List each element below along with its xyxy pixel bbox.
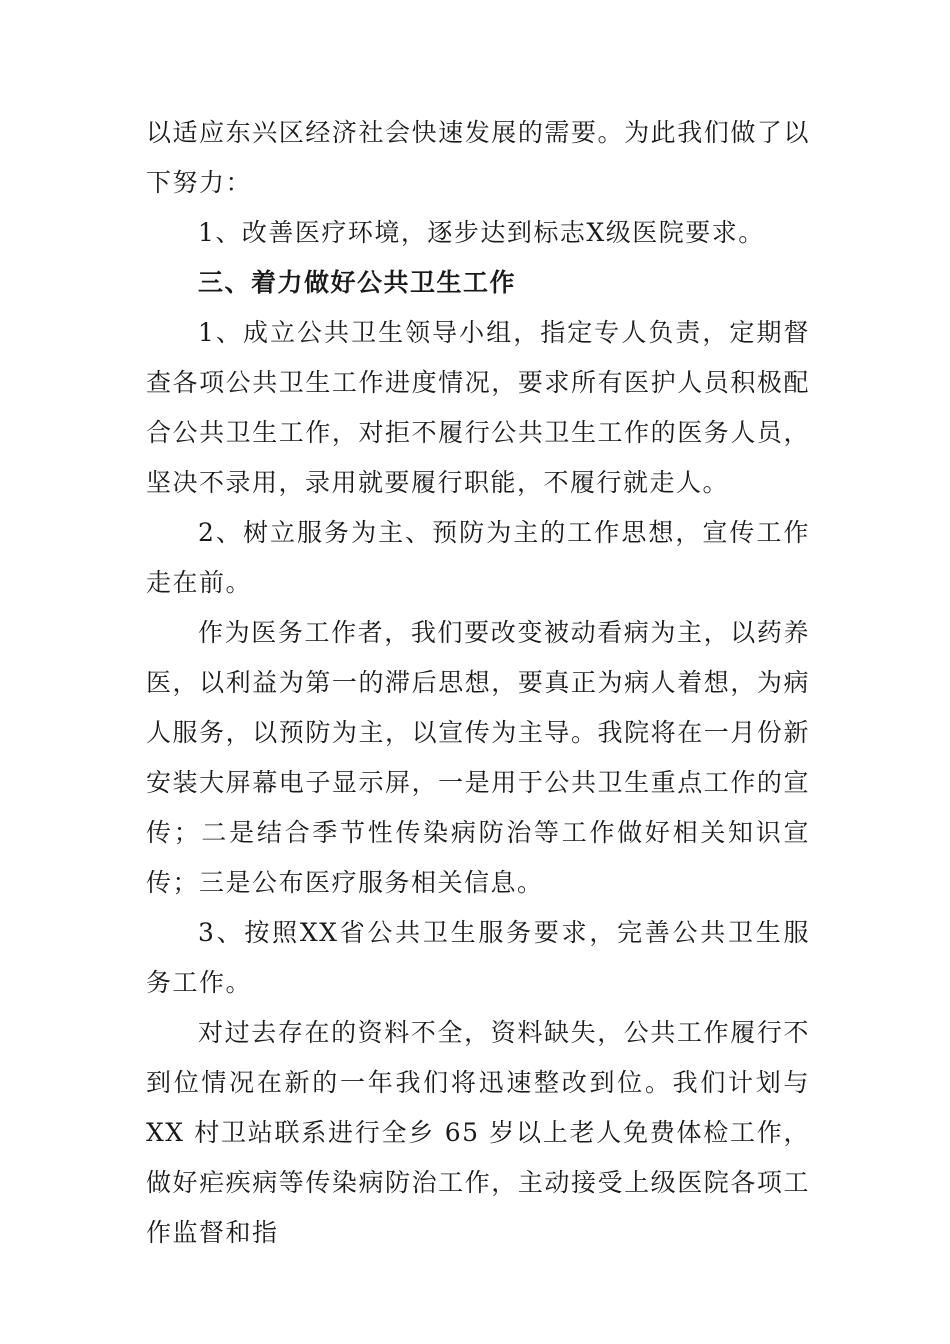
paragraph-item-1-environment: 1、改善医疗环境，逐步达到标志X级医院要求。 — [198, 218, 765, 247]
document-page — [146, 108, 810, 1258]
paragraph-item-3-provincial: 3、按照XX省公共卫生服务要求，完善公共卫生服务工作。 — [146, 918, 810, 997]
paragraph-item-1-leadership: 1、成立公共卫生领导小组，指定专人负责，定期督查各项公共卫生工作进度情况，要求所有医护人员积极配合公共卫生工作，对拒不履行公共卫生工作的医务人员，坚决不录用，录用就要履行职能，不履行就走人。 — [146, 318, 810, 497]
paragraph-item-2-prevention: 2、树立服务为主、预防为主的工作思想，宣传工作走在前。 — [146, 518, 810, 597]
section-heading-public-health: 三、着力做好公共卫生工作 — [198, 268, 517, 297]
paragraph-medical-workers: 作为医务工作者，我们要改变被动看病为主，以药养医，以利益为第一的滞后思想，要真正为病人着想，为病人服务，以预防为主，以宣传为主导。我院将在一月份新安装大屏幕电子显示屏，一是用于公共卫生重点工作的宣传；二是结合季节性传染病防治等工作做好相关知识宣传；三是公布医疗服务相关信息。 — [146, 618, 810, 897]
paragraph-intro: 以适应东兴区经济社会快速发展的需要。为此我们做了以下努力： — [146, 118, 810, 197]
paragraph-rectification: 对过去存在的资料不全，资料缺失，公共工作履行不到位情况在新的一年我们将迅速整改到位。我们计划与 XX 村卫站联系进行全乡 65 岁以上老人免费体检工作，做好疟疾病等传染病防治工作，主动接受上级医院各项工作监督和指 — [146, 1018, 810, 1247]
